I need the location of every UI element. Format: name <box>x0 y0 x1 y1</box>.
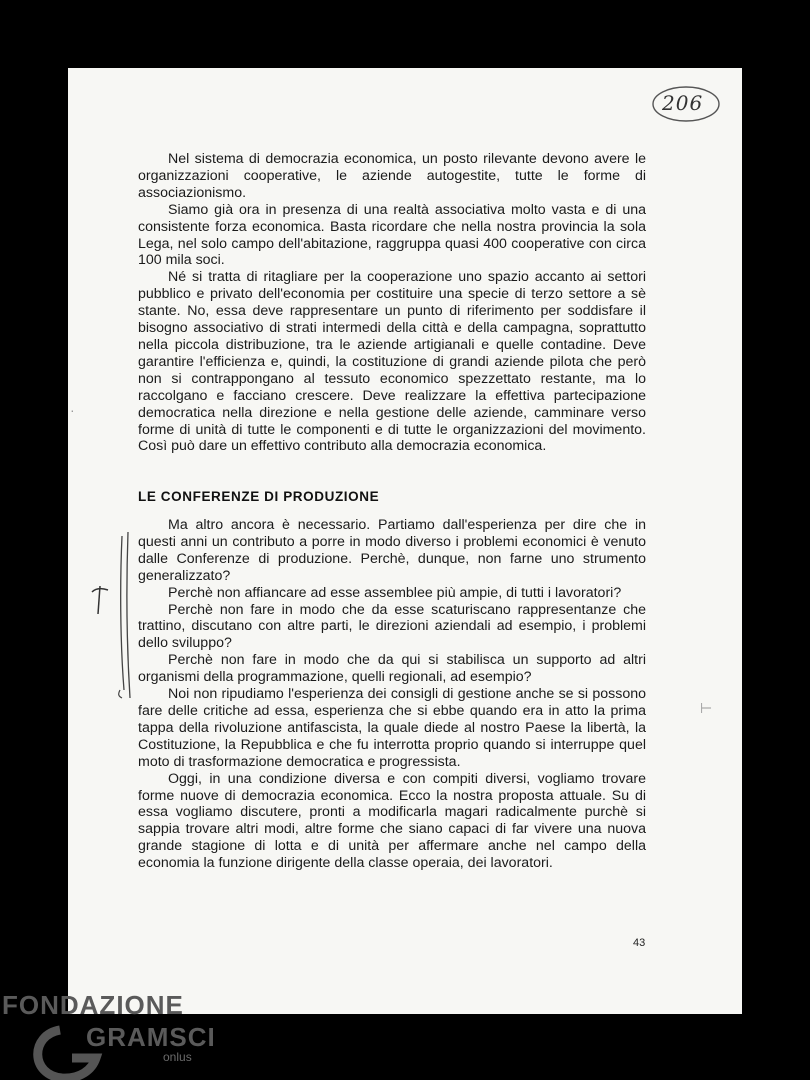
scan-speck: · <box>70 402 75 418</box>
handwritten-number-text: 206 <box>662 91 704 115</box>
paragraph: Siamo già ora in presenza di una realtà associativa molto vasta e di una consistente forza economica. Basta ricordare che nella nostra provincia la sola Lega, nel solo campo dell'abitazione, raggruppa quasi 400 cooperative con circa 100 mila soci. <box>138 201 646 269</box>
page-number: 43 <box>633 937 646 949</box>
paragraphs-bottom <box>138 517 646 872</box>
watermark <box>0 980 220 1080</box>
paragraph: Perchè non fare in modo che da qui si stabilisca un supporto ad altri organismi della programmazione, quelli regionali, ad esempio? <box>138 652 646 686</box>
watermark-line2: GRAMSCI <box>86 1022 216 1052</box>
paragraph: Noi non ripudiamo l'esperienza dei consigli di gestione anche se si possono fare delle critiche ad essa, esperienza che si ebbe quando era in atto la prima tappa della rivoluzione antifascista, la quale diede al nostro Paese la libertà, la Costituzione, la Repubblica e che fu interrotta proprio quando si interruppe quel moto di trasformazione democratica e progressista. <box>138 686 646 770</box>
section-heading: LE CONFERENZE DI PRODUZIONE <box>138 489 380 504</box>
paragraph: Né si tratta di ritagliare per la cooperazione uno spazio accanto ai settori pubblico e privato dell'economia per costituire una specie di terzo settore a sè stante. No, essa deve rappresentare un punto di riferimento per soddisfare il bisogno associativo di strati intermedi della città e della campagna, soprattutto nella piccola distribuzione, tra le aziende artigianali e quelle contadine. Deve garantire l'efficienza e, quindi, la costituzione di grandi aziende pilota che però non si contrappongano al tessuto economico spezzettato restante, ma lo raccolgano e facciano crescere. Deve realizzare la effettiva partecipazione democratica nella direzione e nella gestione delle aziende, camminare verso forme di unità di tutte le componenti e di tutte le organizzazioni del movimento. Così può dare un effettivo contributo alla democrazia economica. <box>138 269 646 455</box>
handwritten-page-number <box>650 84 722 124</box>
paragraph: Nel sistema di democrazia economica, un posto rilevante devono avere le organizzazioni cooperative, le aziende autogestite, tutte le forme di associazionismo. <box>138 151 646 201</box>
watermark-line1: FONDAZIONE <box>2 990 184 1020</box>
paragraph: Oggi, in una condizione diversa e con compiti diversi, vogliamo trovare forme nuove di democrazia economica. Ecco la nostra proposta attuale. Su di essa vogliamo discutere, pronti a modificarla magari radicalmente purchè si sappia trovare altri modi, altre forme che siano capaci di far vivere una nuova grande stagione di lotta e di unità per affermare anche nel campo della economia la funzione dirigente della classe operaia, dei lavoratori. <box>138 770 646 872</box>
paragraph: Perchè non affiancare ad esse assemblee più ampie, di tutti i lavoratori? <box>168 584 622 601</box>
paragraph: Perchè non fare in modo che da esse scaturiscano rappresentanze che trattino, discutano con altre parti, le direzioni aziendali ad esempio, i problemi dello sviluppo? <box>138 601 646 652</box>
watermark-sub: onlus <box>163 1050 192 1064</box>
paragraph: Ma altro ancora è necessario. Partiamo dall'esperienza per dire che in questi anni un contributo a porre in modo diverso i problemi economici è venuto dalle Conferenze di produzione. Perchè, dunque, non farne uno strumento generalizzato? <box>138 517 646 584</box>
margin-annotation-icon <box>80 530 140 705</box>
scan-speck: ⊢ <box>700 700 713 716</box>
paragraphs-top <box>138 151 646 455</box>
